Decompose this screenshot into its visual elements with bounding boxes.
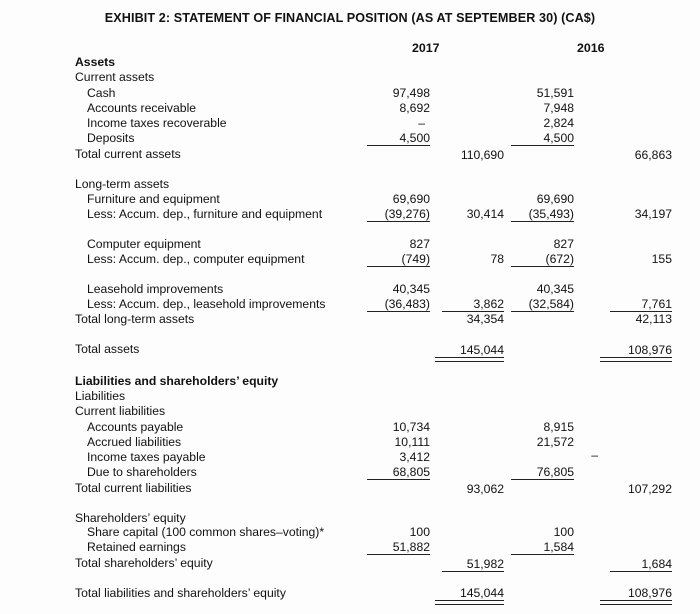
underline <box>511 221 574 222</box>
accounts-receivable-2016: 7,948 <box>543 101 574 115</box>
total-current-liabilities-label: Total current liabilities <box>75 481 192 495</box>
total-liabilities-equity-label: Total liabilities and shareholders’ equity <box>75 586 286 600</box>
total-shareholders-equity-label: Total shareholders’ equity <box>75 556 213 570</box>
liabilities-heading: Liabilities <box>75 389 126 403</box>
accounts-receivable-label: Accounts receivable <box>87 101 197 115</box>
accrued-liabilities-2017: 10,111 <box>394 435 430 449</box>
retained-earnings-label: Retained earnings <box>87 540 186 554</box>
income-taxes-payable-2016: – <box>591 448 598 462</box>
accrued-liabilities-label: Accrued liabilities <box>87 435 182 449</box>
underline <box>367 311 430 312</box>
underline <box>511 554 574 555</box>
assets-heading: Assets <box>75 55 115 69</box>
computer-2017: 827 <box>409 237 430 251</box>
leasehold-label: Leasehold improvements <box>87 282 224 296</box>
total-assets-2016: 108,976 <box>627 343 672 357</box>
income-taxes-recoverable-2017: – <box>418 116 425 130</box>
computer-dep-2016: (672) <box>545 252 574 266</box>
statement-title: EXHIBIT 2: STATEMENT OF FINANCIAL POSITION (AS AT SEPTEMBER 30) (CA$) <box>104 11 596 25</box>
year-2017-header: 2017 <box>412 41 440 55</box>
underline <box>511 479 574 480</box>
liabilities-equity-heading: Liabilities and shareholders’ equity <box>75 374 279 388</box>
share-capital-2017: 100 <box>409 525 430 539</box>
due-to-shareholders-label: Due to shareholders <box>87 465 197 479</box>
computer-net-2016: 155 <box>651 252 672 266</box>
total-current-assets-2016: 66,863 <box>634 148 672 162</box>
share-capital-2016: 100 <box>553 525 574 539</box>
computer-2016: 827 <box>553 237 574 251</box>
double-underline <box>435 600 504 605</box>
cash-label: Cash <box>87 86 116 100</box>
double-underline <box>600 600 672 605</box>
leasehold-2016: 40,345 <box>536 282 574 296</box>
furniture-dep-label: Less: Accum. dep., furniture and equipment <box>87 207 323 221</box>
total-current-liabilities-2016: 107,292 <box>627 482 672 496</box>
underline <box>367 266 430 267</box>
total-current-assets-2017: 110,690 <box>460 148 504 162</box>
total-liabilities-equity-2017: 145,044 <box>459 586 504 600</box>
income-taxes-recoverable-2016: 2,824 <box>543 116 574 130</box>
cash-2017: 97,498 <box>392 86 430 100</box>
accrued-liabilities-2016: 21,572 <box>536 435 574 449</box>
underline <box>367 221 430 222</box>
underline <box>367 145 430 146</box>
underline <box>367 479 430 480</box>
underline <box>367 554 430 555</box>
deposits-2017: 4,500 <box>399 131 430 145</box>
year-2016-header: 2016 <box>577 41 605 55</box>
total-long-term-assets-2017: 34,354 <box>466 312 504 326</box>
furniture-dep-2017: (39,276) <box>384 207 430 221</box>
leasehold-net-2017: 3,862 <box>473 297 504 311</box>
accounts-payable-label: Accounts payable <box>87 420 184 434</box>
retained-earnings-2017: 51,882 <box>392 540 430 554</box>
computer-dep-label: Less: Accum. dep., computer equipment <box>87 252 305 266</box>
total-current-assets-label: Total current assets <box>75 147 181 161</box>
due-to-shareholders-2016: 76,805 <box>536 465 574 479</box>
furniture-net-2017: 30,414 <box>466 207 504 221</box>
accounts-payable-2017: 10,734 <box>392 420 430 434</box>
cash-2016: 51,591 <box>536 86 574 100</box>
double-underline <box>600 357 672 362</box>
total-assets-label: Total assets <box>75 342 140 356</box>
underline <box>511 145 574 146</box>
total-shareholders-equity-2017: 51,982 <box>466 557 504 571</box>
shareholders-equity-heading: Shareholders’ equity <box>75 511 186 525</box>
total-long-term-assets-2016: 42,113 <box>635 312 672 326</box>
underline <box>511 266 574 267</box>
leasehold-dep-2016: (32,584) <box>528 297 574 311</box>
deposits-2016: 4,500 <box>543 131 574 145</box>
underline <box>442 571 504 572</box>
income-taxes-payable-label: Income taxes payable <box>87 450 206 464</box>
furniture-2016: 69,690 <box>536 192 574 206</box>
computer-label: Computer equipment <box>87 237 201 251</box>
share-capital-label: Share capital (100 common shares–voting)* <box>87 525 325 539</box>
current-liabilities-heading: Current liabilities <box>75 404 166 418</box>
total-assets-2017: 145,044 <box>459 343 504 357</box>
underline <box>610 571 672 572</box>
long-term-assets-heading: Long-term assets <box>75 177 170 191</box>
total-current-liabilities-2017: 93,062 <box>466 482 504 496</box>
computer-net-2017: 78 <box>490 252 504 266</box>
computer-dep-2017: (749) <box>401 252 430 266</box>
leasehold-net-2016: 7,761 <box>641 297 672 311</box>
total-shareholders-equity-2016: 1,684 <box>641 557 672 571</box>
leasehold-dep-2017: (36,483) <box>384 297 430 311</box>
accounts-receivable-2017: 8,692 <box>399 101 430 115</box>
income-taxes-recoverable-label: Income taxes recoverable <box>87 116 227 130</box>
income-taxes-payable-2017: 3,412 <box>399 450 430 464</box>
furniture-label: Furniture and equipment <box>87 192 220 206</box>
retained-earnings-2016: 1,584 <box>543 540 574 554</box>
double-underline <box>435 357 504 362</box>
total-liabilities-equity-2016: 108,976 <box>627 586 672 600</box>
leasehold-dep-label: Less: Accum. dep., leasehold improvements <box>87 297 326 311</box>
due-to-shareholders-2017: 68,805 <box>392 465 430 479</box>
furniture-net-2016: 34,197 <box>634 207 672 221</box>
current-assets-heading: Current assets <box>75 70 155 84</box>
furniture-2017: 69,690 <box>392 192 430 206</box>
deposits-label: Deposits <box>87 131 135 145</box>
leasehold-2017: 40,345 <box>392 282 430 296</box>
accounts-payable-2016: 8,915 <box>543 420 574 434</box>
underline <box>511 311 574 312</box>
furniture-dep-2016: (35,493) <box>528 207 574 221</box>
total-long-term-assets-label: Total long-term assets <box>75 312 195 326</box>
